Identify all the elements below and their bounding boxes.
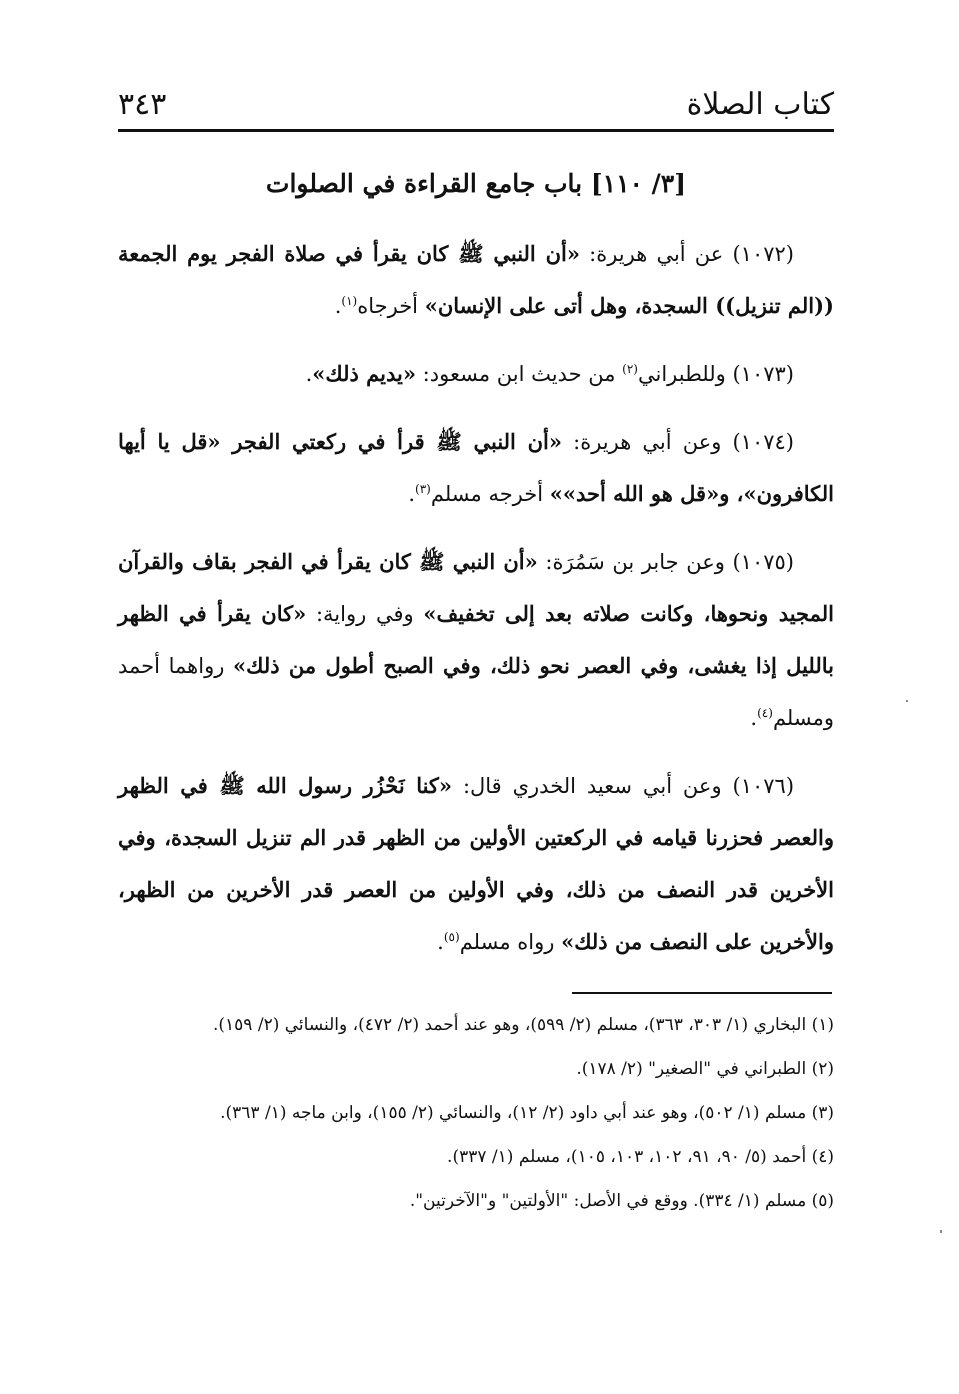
- footnote-2: (٢) الطبراني في "الصغير" (٢/ ١٧٨).: [576, 1059, 834, 1079]
- hadith-text: «أن النبي ﷺ كان يقرأ في الفجر بقاف والقرآن المجيد ونحوها، وكانت صلاته بعد إلى تخفيف»: [118, 549, 834, 626]
- footnote-3: (٣) مسلم (١/ ٥٠٢)، وهو عند أبي داود (٢/ ١٢)، والنسائي (٢/ ١٥٥)، وابن ماجه (١/ ٣٦٣).: [220, 1103, 834, 1123]
- hadith-end: .: [750, 706, 758, 730]
- hadith-text: «أن النبي ﷺ كان يقرأ في صلاة الفجر يوم الجمعة ((الم تنزيل)) السجدة، وهل أتى على الإنسان»: [118, 241, 834, 318]
- hadith-narrator: عن أبي هريرة:: [579, 242, 733, 266]
- hadith-number: (١٠٧٦): [732, 774, 795, 798]
- hadith-narrator-cont: من حديث ابن مسعود:: [416, 362, 623, 386]
- hadith-text: «يديم ذلك»: [312, 361, 416, 386]
- footnote-ref: (٥): [443, 930, 460, 944]
- hadith-1074: [118, 416, 834, 520]
- hadith-1076: [118, 760, 834, 968]
- hadith-number: (١٠٧٣): [732, 362, 794, 386]
- footnote-ref: (٣): [415, 482, 431, 496]
- footnotes: [128, 1006, 834, 1226]
- hadith-narrator: وعن أبي سعيد الخدري قال:: [452, 774, 733, 798]
- hadith-text: «كنا نَحْزُر رسول الله ﷺ في الظهر والعصر فحزرنا قيامه في الركعتين الأولين من الظهر قدر الم تنزيل السجدة، وفي الأخرين قدر النصف من ذلك، وفي الأولين من العصر قدر الأخرين من الظهر، والأخرين على النصف من ذلك»: [118, 773, 834, 954]
- footnote-4: (٤) أحمد (٥/ ٩٠، ٩١، ١٠٢، ١٠٣، ١٠٥)، مسلم (١/ ٣٣٧).: [447, 1147, 834, 1167]
- scan-speck: [940, 1230, 942, 1233]
- hadith-source: أخرجه مسلم: [430, 482, 550, 506]
- chapter-heading: [٣/ ١١٠] باب جامع القراءة في الصلوات: [265, 169, 687, 198]
- hadith-end: .: [408, 482, 416, 506]
- footnote-5: (٥) مسلم (١/ ٣٣٤). ووقع في الأصل: "الأولتين" و"الآخرتين".: [409, 1191, 834, 1211]
- footnote-separator: [572, 992, 832, 994]
- footnote-1: (١) البخاري (١/ ٣٠٣، ٣٦٣)، مسلم (٢/ ٥٩٩)، وهو عند أحمد (٢/ ٤٧٢)، والنسائي (٢/ ١٥٩).: [212, 1015, 834, 1035]
- hadith-1073: [118, 348, 834, 400]
- hadith-list: [118, 228, 834, 984]
- scan-speck: [906, 700, 908, 702]
- running-header: [118, 78, 834, 132]
- book-title: كتاب الصلاة: [686, 87, 834, 122]
- hadith-variant-intro: وفي رواية:: [306, 602, 424, 626]
- hadith-number: (١٠٧٢): [732, 242, 794, 266]
- hadith-variant-text: «كان يقرأ في الظهر بالليل إذا يغشى، وفي العصر نحو ذلك، وفي الصبح أطول من ذلك»: [118, 601, 834, 678]
- hadith-end: .: [334, 294, 342, 318]
- footnote-ref: (٤): [757, 706, 773, 720]
- footnote-ref: (١): [341, 294, 358, 308]
- hadith-narrator: وللطبراني: [637, 362, 733, 386]
- hadith-1072: [118, 228, 834, 332]
- hadith-source: أخرجاه: [357, 294, 425, 318]
- hadith-1075: [118, 536, 834, 744]
- footnote-ref: (٢): [622, 362, 638, 376]
- hadith-number: (١٠٧٥): [732, 550, 794, 574]
- hadith-number: (١٠٧٤): [732, 430, 794, 454]
- hadith-end: .: [305, 362, 313, 386]
- hadith-source: رواهما أحمد ومسلم: [118, 654, 834, 730]
- hadith-narrator: وعن أبي هريرة:: [562, 430, 733, 454]
- hadith-narrator: وعن جابر بن سَمُرَة:: [537, 550, 733, 574]
- hadith-text: «أن النبي ﷺ قرأ في ركعتي الفجر «قل يا أيها الكافرون»، و«قل هو الله أحد»»: [118, 429, 834, 506]
- hadith-source: رواه مسلم: [459, 930, 562, 954]
- hadith-end: .: [437, 930, 444, 954]
- page-number: ٣٤٣: [118, 87, 167, 122]
